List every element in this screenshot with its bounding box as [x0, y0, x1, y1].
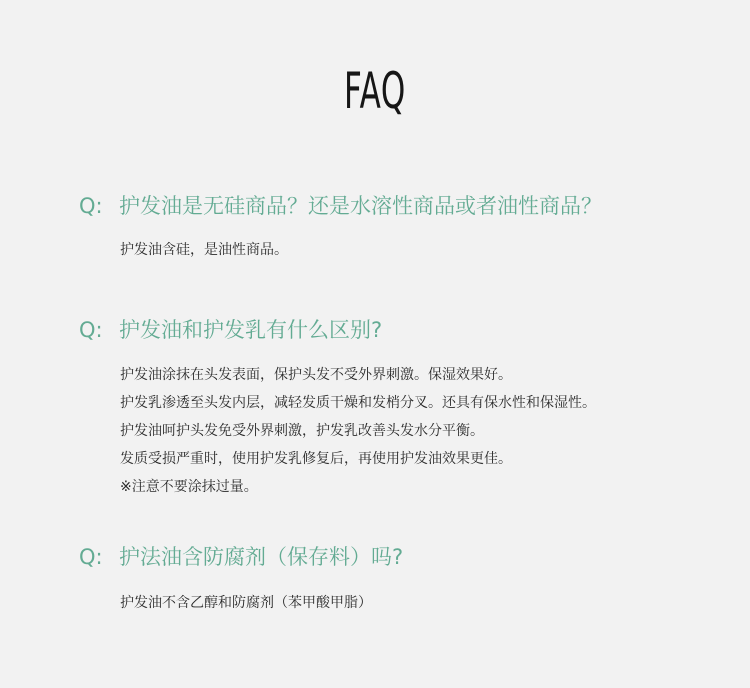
- question-text: 护法油含防腐剂（保存料）吗?: [119, 545, 404, 569]
- faq-answer-2-line-2: 护发乳渗透至头发内层，减轻发质干燥和发梢分叉。还具有保水性和保湿性。: [120, 395, 596, 411]
- faq-answer-2-line-1: 护发油涂抹在头发表面，保护头发不受外界刺激。保湿效果好。: [120, 367, 512, 383]
- faq-question-1: [79, 196, 602, 217]
- page-title: FAQ: [344, 62, 406, 120]
- faq-answer-2-line-4: 发质受损严重时，使用护发乳修复后，再使用护发油效果更佳。: [120, 451, 512, 467]
- faq-answer-2-line-3: 护发油呵护头发免受外界刺激，护发乳改善头发水分平衡。: [120, 423, 484, 439]
- faq-question-3: [79, 547, 403, 568]
- question-prefix: Q:: [79, 545, 103, 569]
- faq-answer-3-line-1: 护发油不含乙醇和防腐剂（苯甲酸甲脂）: [120, 595, 372, 611]
- faq-answer-2-line-5: ※注意不要涂抹过量。: [120, 479, 258, 495]
- faq-answer-1-line-1: 护发油含硅，是油性商品。: [120, 242, 288, 258]
- question-prefix: Q:: [79, 194, 103, 218]
- question-prefix: Q:: [79, 318, 103, 342]
- question-text: 护发油是无硅商品？还是水溶性商品或者油性商品？: [119, 194, 602, 218]
- question-text: 护发油和护发乳有什么区别?: [119, 318, 383, 342]
- faq-question-2: [79, 320, 382, 341]
